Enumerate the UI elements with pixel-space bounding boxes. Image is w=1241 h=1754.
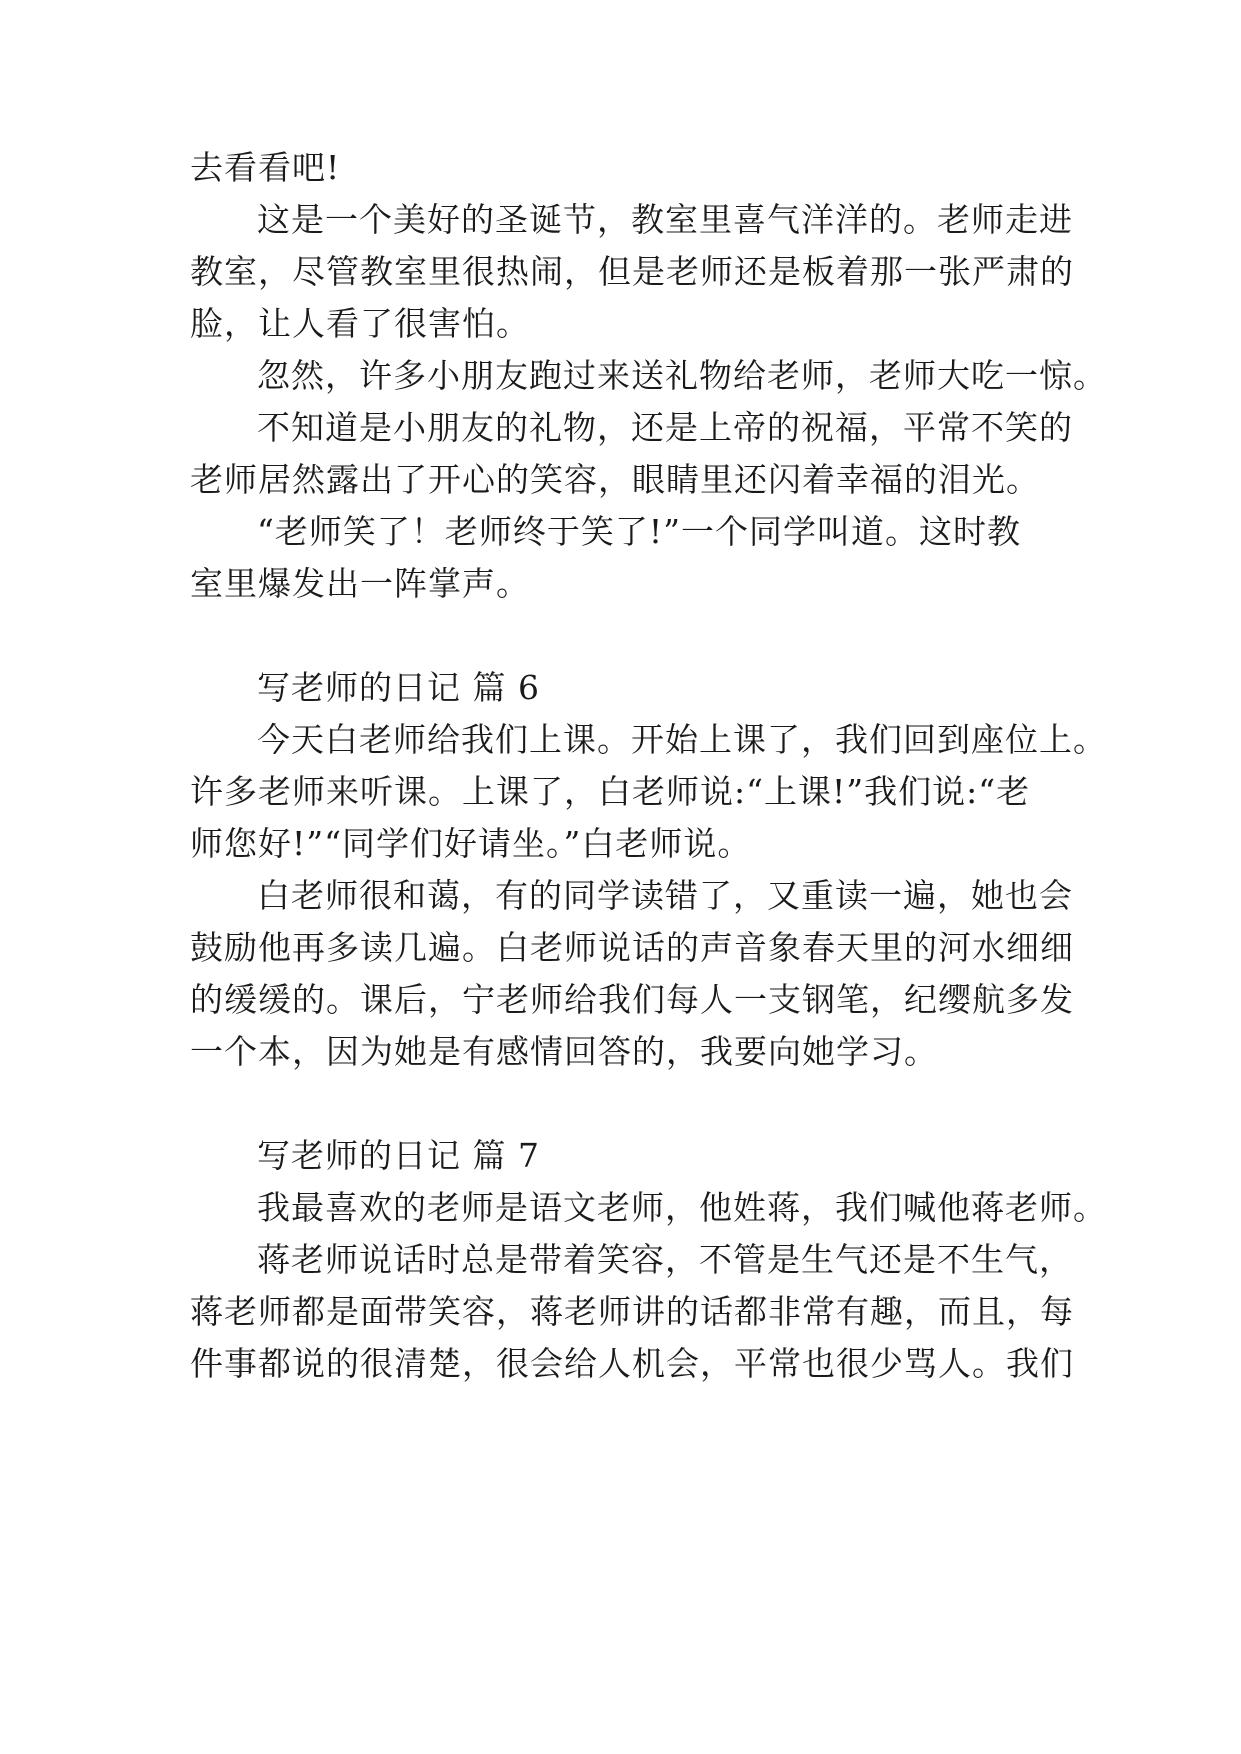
paragraph-start: 今天白老师给我们上课。开始上课了，我们回到座位上。 [257, 720, 1107, 759]
section-heading: 写老师的日记 篇 6 [257, 668, 540, 707]
paragraph-start: 这是一个美好的圣诞节，教室里喜气洋洋的。老师走进 [257, 200, 1073, 239]
text-line: 室里爆发出一阵掌声。 [190, 564, 530, 603]
paragraph-start: “老师笑了！老师终于笑了!”一个同学叫道。这时教 [257, 512, 1022, 551]
text-line: 脸，让人看了很害怕。 [190, 304, 530, 343]
text-line: 教室，尽管教室里很热闹，但是老师还是板着那一张严肃的 [190, 252, 1074, 291]
text-line: 件事都说的很清楚，很会给人机会，平常也很少骂人。我们 [190, 1344, 1074, 1383]
paragraph-start: 我最喜欢的老师是语文老师，他姓蒋，我们喊他蒋老师。 [257, 1188, 1107, 1227]
paragraph-start: 白老师很和蔼，有的同学读错了，又重读一遍，她也会 [257, 876, 1073, 915]
section-heading: 写老师的日记 篇 7 [257, 1136, 540, 1175]
text-line: 老师居然露出了开心的笑容，眼睛里还闪着幸福的泪光。 [190, 460, 1040, 499]
text-line: 蒋老师都是面带笑容，蒋老师讲的话都非常有趣，而且，每 [190, 1292, 1074, 1331]
text-line: 的缓缓的。课后，宁老师给我们每人一支钢笔，纪缨航多发 [190, 980, 1074, 1019]
paragraph-start: 蒋老师说话时总是带着笑容，不管是生气还是不生气， [257, 1240, 1073, 1279]
text-line: 鼓励他再多读几遍。白老师说话的声音象春天里的河水细细 [190, 928, 1074, 967]
text-line: 一个本，因为她是有感情回答的，我要向她学习。 [190, 1032, 938, 1071]
paragraph-start: 忽然，许多小朋友跑过来送礼物给老师，老师大吃一惊。 [257, 356, 1107, 395]
text-line: 许多老师来听课。上课了，白老师说:“上课!”我们说:“老 [190, 772, 1031, 811]
text-line: 师您好!”“同学们好请坐。”白老师说。 [190, 824, 752, 863]
paragraph-start: 不知道是小朋友的礼物，还是上帝的祝福，平常不笑的 [257, 408, 1073, 447]
text-line: 去看看吧! [190, 148, 341, 187]
